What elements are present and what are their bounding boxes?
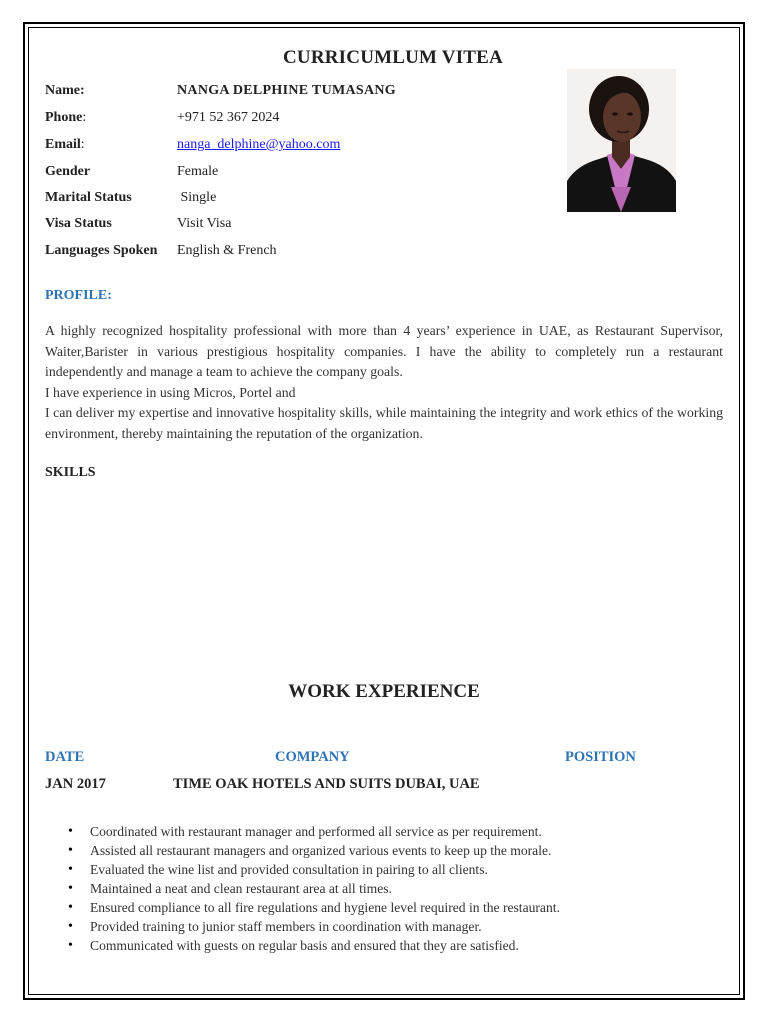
gender-value: Female <box>177 164 219 179</box>
visa-status-value: Visit Visa <box>177 216 232 231</box>
job-date: JAN 2017 <box>45 776 106 792</box>
phone-value: +971 52 367 2024 <box>177 110 280 125</box>
column-header-position: POSITION <box>565 749 636 765</box>
column-header-date: DATE <box>45 749 85 765</box>
email-link[interactable]: nanga_delphine@yahoo.com <box>177 137 341 152</box>
languages-label: Languages Spoken <box>45 243 158 258</box>
list-item: • Maintained a neat and clean restaurant area at all times. <box>68 879 560 898</box>
profile-photo <box>567 69 676 212</box>
gender-label: Gender <box>45 164 91 179</box>
document-title: CURRICUMLUM VITEA <box>283 47 503 68</box>
visa-status-label: Visa Status <box>45 216 112 231</box>
profile-paragraph: A highly recognized hospitality professional with more than 4 years’ experience in UAE, as Restaurant Supervisor, Waiter,Barister in various prestigious hospitality companies. I have the ability to completely run a restaurant independently and manage a team to achieve the company goals. <box>45 323 723 380</box>
profile-paragraph: I can deliver my expertise and innovative hospitality skills, while maintaining the integrity and work ethics of the working environment, thereby maintaining the reputation of the organization. <box>45 405 723 441</box>
profile-paragraph: I have experience in using Micros, Portel and <box>45 384 296 400</box>
name-value: NANGA DELPHINE TUMASANG <box>177 83 396 98</box>
languages-value: English & French <box>177 243 277 258</box>
list-item: • Ensured compliance to all fire regulations and hygiene level required in the restaurant. <box>68 898 560 917</box>
list-item: • Communicated with guests on regular basis and ensured that they are satisfied. <box>68 936 560 955</box>
list-item: • Assisted all restaurant managers and organized various events to keep up the morale. <box>68 841 560 860</box>
work-experience-heading: WORK EXPERIENCE <box>288 681 480 702</box>
phone-label: Phone: <box>45 110 87 125</box>
list-item: • Provided training to junior staff members in coordination with manager. <box>68 917 560 936</box>
profile-text <box>45 321 723 445</box>
list-item: • Coordinated with restaurant manager and performed all service as per requirement. <box>68 822 560 841</box>
list-item: • Evaluated the wine list and provided consultation in pairing to all clients. <box>68 860 560 879</box>
marital-status-value: Single <box>177 190 217 205</box>
skills-heading: SKILLS <box>45 465 96 480</box>
marital-status-label: Marital Status <box>45 190 132 205</box>
profile-heading: PROFILE: <box>45 288 112 303</box>
name-label: Name: <box>45 83 85 98</box>
job-company: TIME OAK HOTELS AND SUITS DUBAI, UAE <box>173 776 480 792</box>
email-label: Email: <box>45 137 85 152</box>
column-header-company: COMPANY <box>275 749 350 765</box>
job-duties-list <box>68 822 560 955</box>
